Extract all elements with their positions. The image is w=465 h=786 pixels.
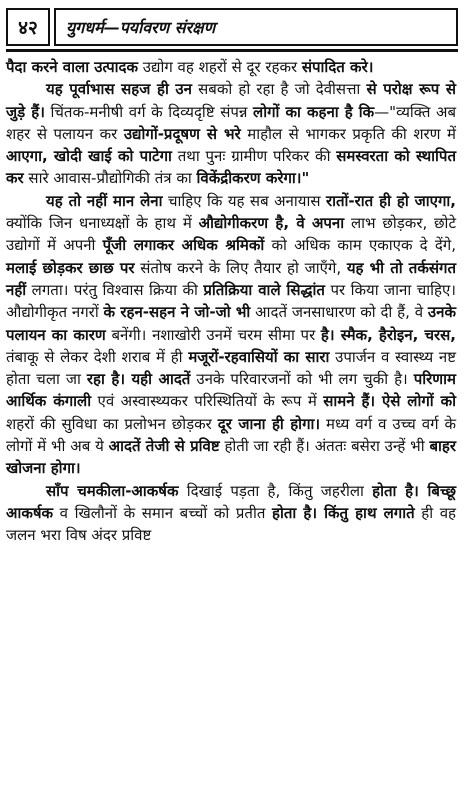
body-text: [6, 56, 456, 547]
bold-text-segment: दूर जाना ही होगा।: [217, 414, 321, 433]
text-segment: को अधिक काम एकाएक दे देंगे,: [264, 236, 457, 255]
bold-text-segment: लोगों का कहना है कि: [253, 102, 375, 121]
bold-text-segment: पैदा करने वाला उत्पादक: [6, 58, 139, 76]
bold-text-segment: समस्वरता को स्थापित कर: [6, 147, 456, 188]
bold-text-segment: आदतें तेजी से प्रविष्ट: [108, 437, 220, 456]
bold-text-segment: आएगा, खोदी खाई को पाटेगा: [6, 147, 172, 166]
bold-text-segment: के रहन-सहन ने जो-जो भी: [103, 303, 251, 322]
bold-text-segment: मलाई छोड़कर छाछ पर: [6, 258, 135, 277]
page-header: [6, 8, 458, 48]
text-segment: संतोष करने के लिए तैयार हो जाएँगे,: [134, 258, 347, 277]
text-segment: एवं अस्वास्थ्यकर परिस्थितियों के रूप में: [91, 392, 324, 411]
text-segment: सारे आवास-प्रौद्योगिकी तंत्र का: [23, 169, 197, 188]
text-segment: क्योंकि जिन धनाध्यक्षों के हाथ में: [6, 214, 199, 233]
running-title: युगधर्म—पर्यावरण संरक्षण: [54, 8, 458, 46]
text-segment: ही वह जलन भरा विष अंदर प्रविष्ट: [6, 503, 456, 545]
text-segment: —"व्यक्ति अब शहर से पलायन कर: [6, 102, 457, 143]
bold-text-segment: होता है। बिच्छू आकर्षक: [6, 481, 456, 522]
bold-text-segment: प्रतिक्रिया वाले सिद्धांत: [203, 280, 325, 299]
text-segment: दिखाई पड़ता है, किंतु जहरीला: [178, 481, 373, 500]
text-segment: उद्योग वह शहरों से दूर रहकर: [138, 58, 302, 76]
text-segment: चाहिए कि यह सब अनायास: [162, 191, 326, 210]
bold-text-segment: रहा है। यही आदतें: [86, 370, 191, 389]
bold-text-segment: पूँजी लगाकर अधिक श्रमिकों: [102, 236, 265, 255]
bold-text-segment: मजूरों-रहवासियों का सारा: [188, 347, 330, 366]
text-segment: चिंतक-मनीषी वर्ग के दिव्यदृष्टि संपन्न: [44, 102, 254, 121]
text-segment: पर किया जाना चाहिए। औद्योगीकृत नगरों: [6, 280, 456, 322]
bold-text-segment: साँप चमकीला-आकर्षक: [46, 481, 179, 500]
bold-text-segment: सामने हैं। ऐसे लोगों को: [323, 392, 456, 411]
text-segment: तंबाकू से लेकर देशी शराब में ही: [6, 347, 189, 366]
bold-text-segment: विकेंद्रीकरण करेगा।": [196, 169, 310, 188]
paragraph: [6, 56, 456, 78]
bold-text-segment: यह पूर्वाभास सहज ही उन: [46, 80, 192, 99]
bold-text-segment: होता है। किंतु हाथ लगाते: [272, 503, 415, 522]
bold-text-segment: उनके पलायन का कारण: [6, 303, 456, 344]
text-segment: माहौल से भागकर प्रकृति की शरण में: [240, 124, 457, 143]
header-rule: [6, 49, 458, 52]
bold-text-segment: यह तो नहीं मान लेना: [46, 191, 163, 210]
bold-text-segment: है। स्मैक, हैरोइन, चरस,: [320, 325, 456, 344]
text-segment: होती जा रही हैं। अंततः बसेरा उन्हें भी: [219, 437, 430, 456]
text-segment: सबको हो रहा है जो देवीसत्ता: [191, 80, 367, 99]
bold-text-segment: से परोक्ष रूप से जुड़े हैं।: [6, 80, 456, 121]
bold-text-segment: संपादित करे।: [301, 58, 374, 76]
bold-text-segment: रातों-रात ही हो जाएगा,: [325, 191, 456, 210]
bold-text-segment: उद्योगों-प्रदूषण से भरे: [123, 124, 241, 143]
text-segment: आदतें जनसाधारण को दी हैं, वे: [250, 303, 428, 322]
text-segment: लगता। परंतु विश्वास क्रिया की: [26, 280, 204, 299]
text-segment: शहरों की सुविधा का प्रलोभन छोड़कर: [6, 414, 218, 433]
text-segment: उनके परिवारजनों को भी लग चुकी है।: [190, 370, 414, 389]
text-segment: मध्य वर्ग व उच्च वर्ग के लोगों में भी अब ये: [6, 414, 457, 456]
paragraph: [6, 78, 456, 189]
bold-text-segment: बाहर खोजना होगा।: [6, 437, 456, 478]
paragraph: [6, 190, 456, 480]
bold-text-segment: औद्योगीकरण है, वे अपना: [198, 214, 345, 233]
text-segment: बनेंगी। नशाखोरी उनमें चरम सीमा पर: [105, 325, 321, 344]
bold-text-segment: यह भी तो तर्कसंगत नहीं: [6, 258, 456, 299]
text-segment: उपार्जन व स्वास्थ्य नष्ट होता चला जा: [6, 347, 456, 389]
page-number: ४२: [6, 8, 50, 46]
text-segment: व खिलौनों के समान बच्चों को प्रतीत: [53, 503, 273, 522]
bold-text-segment: परिणाम आर्थिक कंगाली: [6, 370, 457, 411]
paragraph: [6, 480, 456, 547]
text-segment: लाभ छोड़कर, छोटे उद्योगों में अपनी: [6, 214, 457, 255]
text-segment: तथा पुनः ग्रामीण परिकर की: [171, 147, 337, 166]
